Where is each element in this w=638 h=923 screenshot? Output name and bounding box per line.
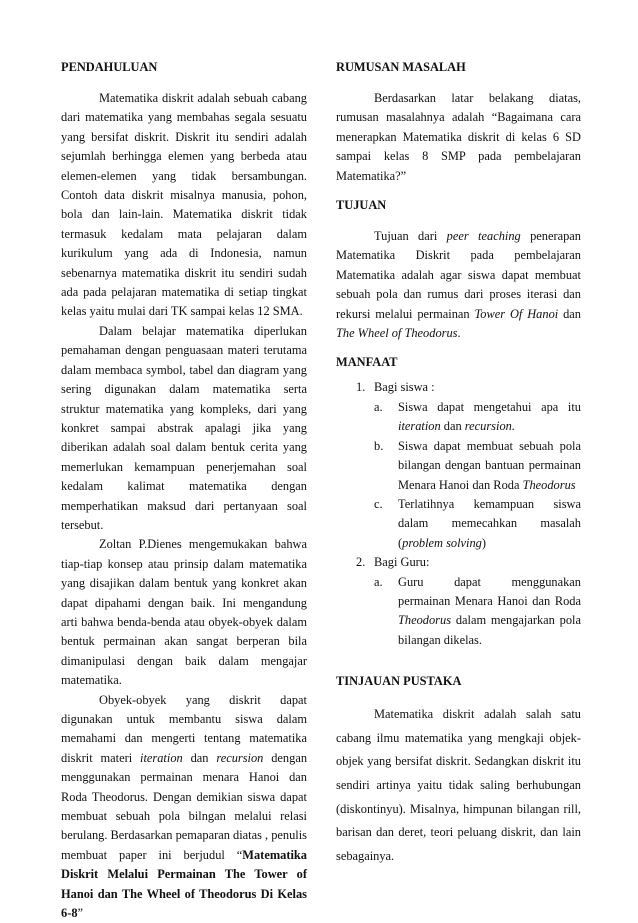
rumusan-paragraph: Berdasarkan latar belakang diatas, rumusan masalahnya adalah “Bagaimana cara menerapkan Matematika diskrit di kelas 6 SD sampai kelas 8 SMP pada pembelajaran Matematika?” (336, 91, 581, 183)
section-heading-manfaat: MANFAAT (336, 355, 398, 370)
tinjauan-paragraph: Matematika diskrit adalah salah satu cabang ilmu matematika yang mengkaji objek-objek yang bersifat diskrit. Sedangkan diskrit itu sendiri artinya yaitu tidak saling berhubungan (diskontinyu). Misalnya, himpunan bilangan rill, barisan dan deret, teori peluang diskrit, dan lain sebagainya. (336, 707, 581, 863)
list-item: 1. Bagi siswa : a. Siswa dapat mengetahui apa itu iteration dan recursion. b. Siswa dapat membuat sebuah pola bilangan dengan bantuan permainan Menara Hanoi dan Roda Theodorus c. Terlatihnya kemampuan siswa dalam memecahkan masalah (problem solving) (336, 378, 581, 553)
list-item: a. Siswa dapat mengetahui apa itu iteration dan recursion. (374, 399, 581, 434)
section-heading-tujuan: TUJUAN (336, 198, 387, 213)
section-heading-rumusan: RUMUSAN MASALAH (336, 60, 466, 74)
list-item: c. Terlatihnya kemampuan siswa dalam memecahkan masalah (problem solving) (374, 496, 581, 550)
manfaat-list (336, 378, 581, 650)
tujuan-paragraph: Tujuan dari peer teaching penerapan Matematika Diskrit pada pembelajaran Matematika adalah agar siswa dapat membuat sebuah pola dan rumus dari proses iterasi dan rekursi melalui permainan Tower Of Hanoi dan The Wheel of Theodorus. (336, 229, 581, 341)
list-item: 2. Bagi Guru: a. Guru dapat menggunakan permainan Menara Hanoi dan Roda Theodorus dalam mengajarkan pola bilangan dikelas. (336, 553, 581, 650)
pendahuluan-paragraph-1: Matematika diskrit adalah sebuah cabang dari matematika yang membahas segala sesuatu yang bersifat diskrit. Diskrit itu sendiri adalah sejumlah berhingga elemen yang berbeda atau elemen-elemen yang tidak bersambungan. Contoh data diskrit misalnya manusia, pohon, bola dan lain-lain. Matematika diskrit tidak termasuk kedalam mata pelajaran dalam kurikulum yang ada di Indonesia, namun sebenarnya matematika diskrit itu sendiri sudah ada pada pelajaran matematika di setiap tingkat kelas yaitu mulai dari TK sampai kelas 12 SMA. (61, 91, 307, 319)
section-heading-tinjauan: TINJAUAN PUSTAKA (336, 674, 462, 689)
list-item: a. Guru dapat menggunakan permainan Menara Hanoi dan Roda Theodorus dalam mengajarkan pola bilangan dikelas. (374, 574, 581, 647)
pendahuluan-paragraph-2: Dalam belajar matematika diperlukan pemahaman dengan penguasaan materi terutama dalam membaca symbol, tabel dan diagram yang sering digunakan dalam matematika serta struktur matematika yang kompleks, dari yang konkret sampai abstrak apalagi jika yang diberikan adalah soal dalam bentuk cerita yang memerlukan kemampuan penerjemahan soal kedalam kalimat matematika dengan memperhatikan maksud dari pertanyaan soal tersebut. (61, 323, 307, 532)
section-heading-pendahuluan: PENDAHULUAN (61, 60, 158, 74)
pendahuluan-paragraph-3: Zoltan P.Dienes mengemukakan bahwa tiap-tiap konsep atau prinsip dalam matematika yang disajikan dalam bentuk yang konkret akan dapat dipahami dengan baik. Ini mengandung arti bahwa benda-benda atau obyek-obyek dalam bentuk permainan akan sangat berperan bila dimanipulasi dengan baik dalam mengajar matematika. (61, 537, 307, 688)
paper-title: Matematika Diskrit Melalui Permainan The Tower of Hanoi dan The Wheel of Theodorus Di Kelas 6-8 (61, 847, 307, 921)
left-column (61, 58, 307, 923)
right-column (336, 58, 581, 868)
list-item: b. Siswa dapat membuat sebuah pola bilangan dengan bantuan permainan Menara Hanoi dan Roda Theodorus (374, 438, 581, 492)
pendahuluan-paragraph-4: Obyek-obyek yang diskrit dapat digunakan untuk membantu siswa dalam memahami dan mengerti tentang matematika diskrit materi iteration dan recursion dengan menggunakan permainan menara Hanoi dan Roda Theodorus. Dengan demikian siswa dapat membuat sebuah pola bilngan melalui relasi berulang. Berdasarkan pemaparan diatas , penulis membuat paper ini berjudul “Matematika Diskrit Melalui Permainan The Tower of Hanoi dan The Wheel of Theodorus Di Kelas 6-8” (61, 692, 308, 921)
